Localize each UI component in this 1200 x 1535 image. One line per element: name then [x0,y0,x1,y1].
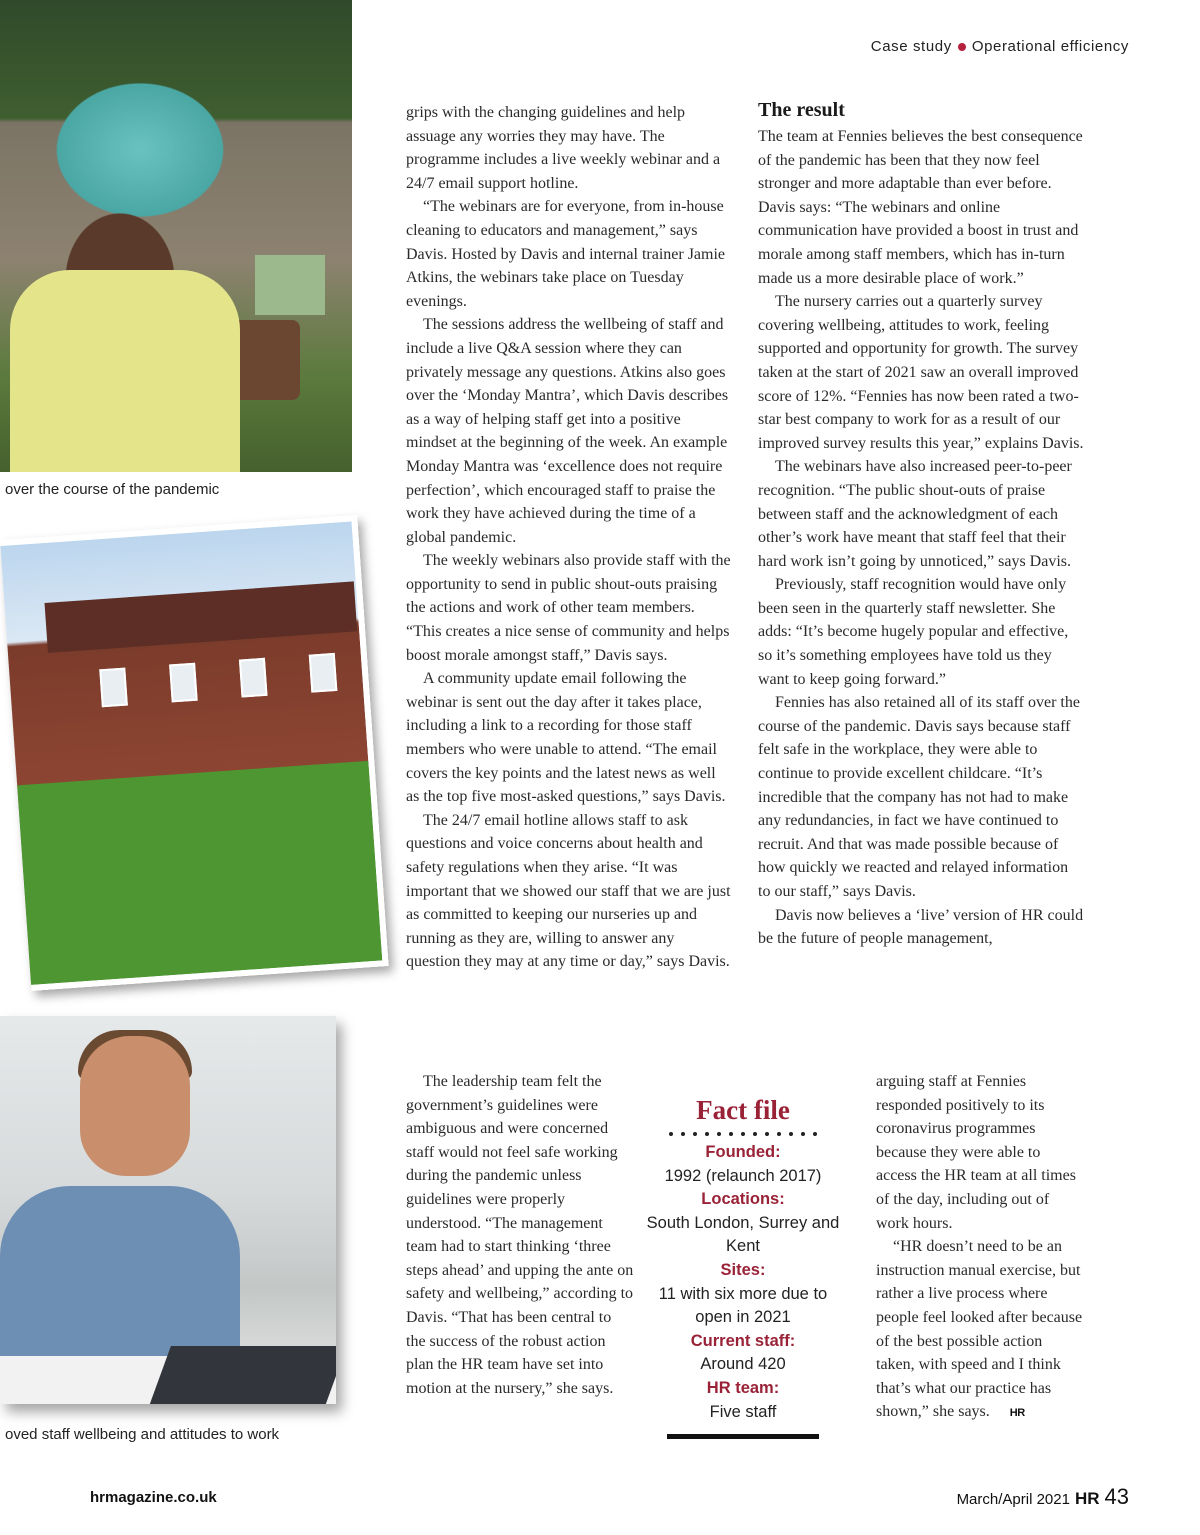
hr-end-mark-icon: HR [993,1402,1025,1426]
fact-value: 11 with six more due to open in 2021 [658,1284,828,1327]
article-paragraph: grips with the changing guidelines and help assuage any worries they may have. The programme includes a live weekly webinar and a 24/7 email support hotline. [406,104,721,192]
article-paragraph: arguing staff at Fennies responded positively to its coronavirus programmes because they were able to access the HR team at all times of the day, including out of work hours. [876,1073,1076,1232]
photo-detail [239,658,268,698]
footer-issue-date: March/April 2021 [956,1491,1070,1508]
footer-website: hrmagazine.co.uk [90,1489,217,1506]
photo-detail [80,1036,190,1176]
article-paragraph-text: “HR doesn’t need to be an instruction manual exercise, but rather a live process where people feel looked after because of the best possible action taken, with speed and I think that’s what our practice has shown,” she says. [876,1238,1083,1421]
fact-label: HR team: [706,1378,780,1397]
footer-magazine-logo: HR [1074,1489,1100,1508]
fact-file [642,1094,844,1439]
fact-value: Around 420 [700,1355,786,1374]
article-column-2-lower [876,1070,1084,1426]
article-paragraph: The webinars have also increased peer-to-peer recognition. “The public shout-outs of praise between staff and the acknowledgment of each other’s work have meant that staff feel that their hard work isn’t going by unnoticed,” says Davis. [758,458,1072,570]
photo-detail [17,761,382,985]
photo-caption: over the course of the pandemic [5,481,220,498]
photo-detail [10,270,240,472]
article-paragraph [876,1235,1084,1426]
article-paragraph: Fennies has also retained all of its staff over the course of the pandemic. Davis says because staff felt safe in the workplace, they were able to continue to provide excellent childcare. “It’s incredible that the company has not had to make any redundancies, in fact we have continued to recruit. And that was made possible because of how quickly we reacted and relayed information to our staff,” says Davis. [758,694,1080,900]
photo-detail [99,668,128,708]
article-paragraph: The 24/7 email hotline allows staff to ask questions and voice concerns about health and safety regulations when they arise. “It was important that we showed our staff that we are just as committed to keeping our nurseries up and running as they are, willing to answer any question they may at any time or day,” says Davis. [406,811,731,971]
article-column-1-lower [406,1070,634,1400]
footer-issue-info [957,1484,1129,1510]
fact-file-bottom-bar [667,1434,819,1439]
article-paragraph: “The webinars are for everyone, from in-house cleaning to educators and management,” says Davis. Hosted by Davis and internal trainer Jamie Atkins, the webinars take place on Tuesday evenings. [406,198,726,310]
section-label [871,38,1129,55]
photo-detail [309,653,338,693]
section-topic: Operational efficiency [971,38,1129,55]
article-paragraph: The team at Fennies believes the best consequence of the pandemic has been that they now feel stronger and more adaptable than ever before. Davis says: “The webinars and online communication have provided a boost in trust and morale among staff members, which has in-turn made us a more desirable place of work.” [758,128,1083,287]
photo-detail [169,663,198,703]
fact-value: South London, Surrey and Kent [646,1213,840,1256]
article-paragraph: The weekly webinars also provide staff with the opportunity to send in public shout-outs praising the actions and work of other team members. “This creates a nice sense of community and helps boost morale amongst staff,” Davis says. [406,552,731,664]
article-column-1 [406,101,731,974]
article-paragraph: The sessions address the wellbeing of staff and include a live Q&A session where they can privately message any questions. Atkins also goes over the ‘Monday Mantra’, which Davis describes as a way of helping staff get into a positive mindset at the beginning of the week. An example Monday Mantra was ‘excellence does not require perfection’, which encouraged staff to praise the work they have achieved during the time of a global pandemic. [406,316,729,546]
article-paragraph: Previously, staff recognition would have only been seen in the quarterly staff newsletter. She adds: “It’s become hugely popular and effective, so it’s something employees have told us they want to keep going forward.” [758,576,1069,688]
fact-label: Current staff: [690,1331,796,1350]
section-heading: The result [758,99,845,121]
fact-value: Five staff [709,1402,777,1421]
dotted-divider [642,1132,844,1136]
photo-nursery-building [0,515,389,991]
article-paragraph: A community update email following the webinar is sent out the day after it takes place, including a link to a recording for those staff members who were unable to attend. “The email covers the key points and the latest news as well as the top five most-asked questions,” says Davis. [406,670,726,806]
article-paragraph: Davis now believes a ‘live’ version of HR could be the future of people management, [758,906,1084,948]
fact-label: Founded: [705,1143,781,1161]
article-paragraph: The leadership team felt the government’s guidelines were ambiguous and were concerned staff would not feel safe working during the pandemic unless guidelines were properly understood. “The management team had to start thinking ‘three steps ahead’ and upping the ante on safety and wellbeing,” according to Davis. “That has been central to the success of the robust action plan the HR team have set into motion at the nursery,” she says. [406,1073,634,1397]
fact-file-title: Fact file [696,1095,790,1125]
photo-staff-member [0,1016,336,1404]
article-paragraph: The nursery carries out a quarterly survey covering wellbeing, attitudes to work, feeling supported and opportunity for growth. The survey taken at the start of 2021 saw an overall improved score of 12%. “Fennies has now been rated a two-star best company to work for as a result of our improved survey results this year,” explains Davis. [758,293,1084,452]
fact-label: Sites: [720,1260,766,1279]
photo-detail [45,581,358,653]
photo-caption: oved staff wellbeing and attitudes to work [5,1426,280,1443]
photo-detail [255,255,325,315]
section-name: Case study [870,38,952,55]
page-number: 43 [1104,1484,1129,1509]
fact-label: Locations: [701,1190,785,1209]
bullet-dot-icon [958,43,966,51]
photo-detail [149,1346,336,1404]
article-column-2 [758,125,1084,951]
photo-child [0,0,352,472]
fact-value: 1992 (relaunch 2017) [664,1166,822,1185]
